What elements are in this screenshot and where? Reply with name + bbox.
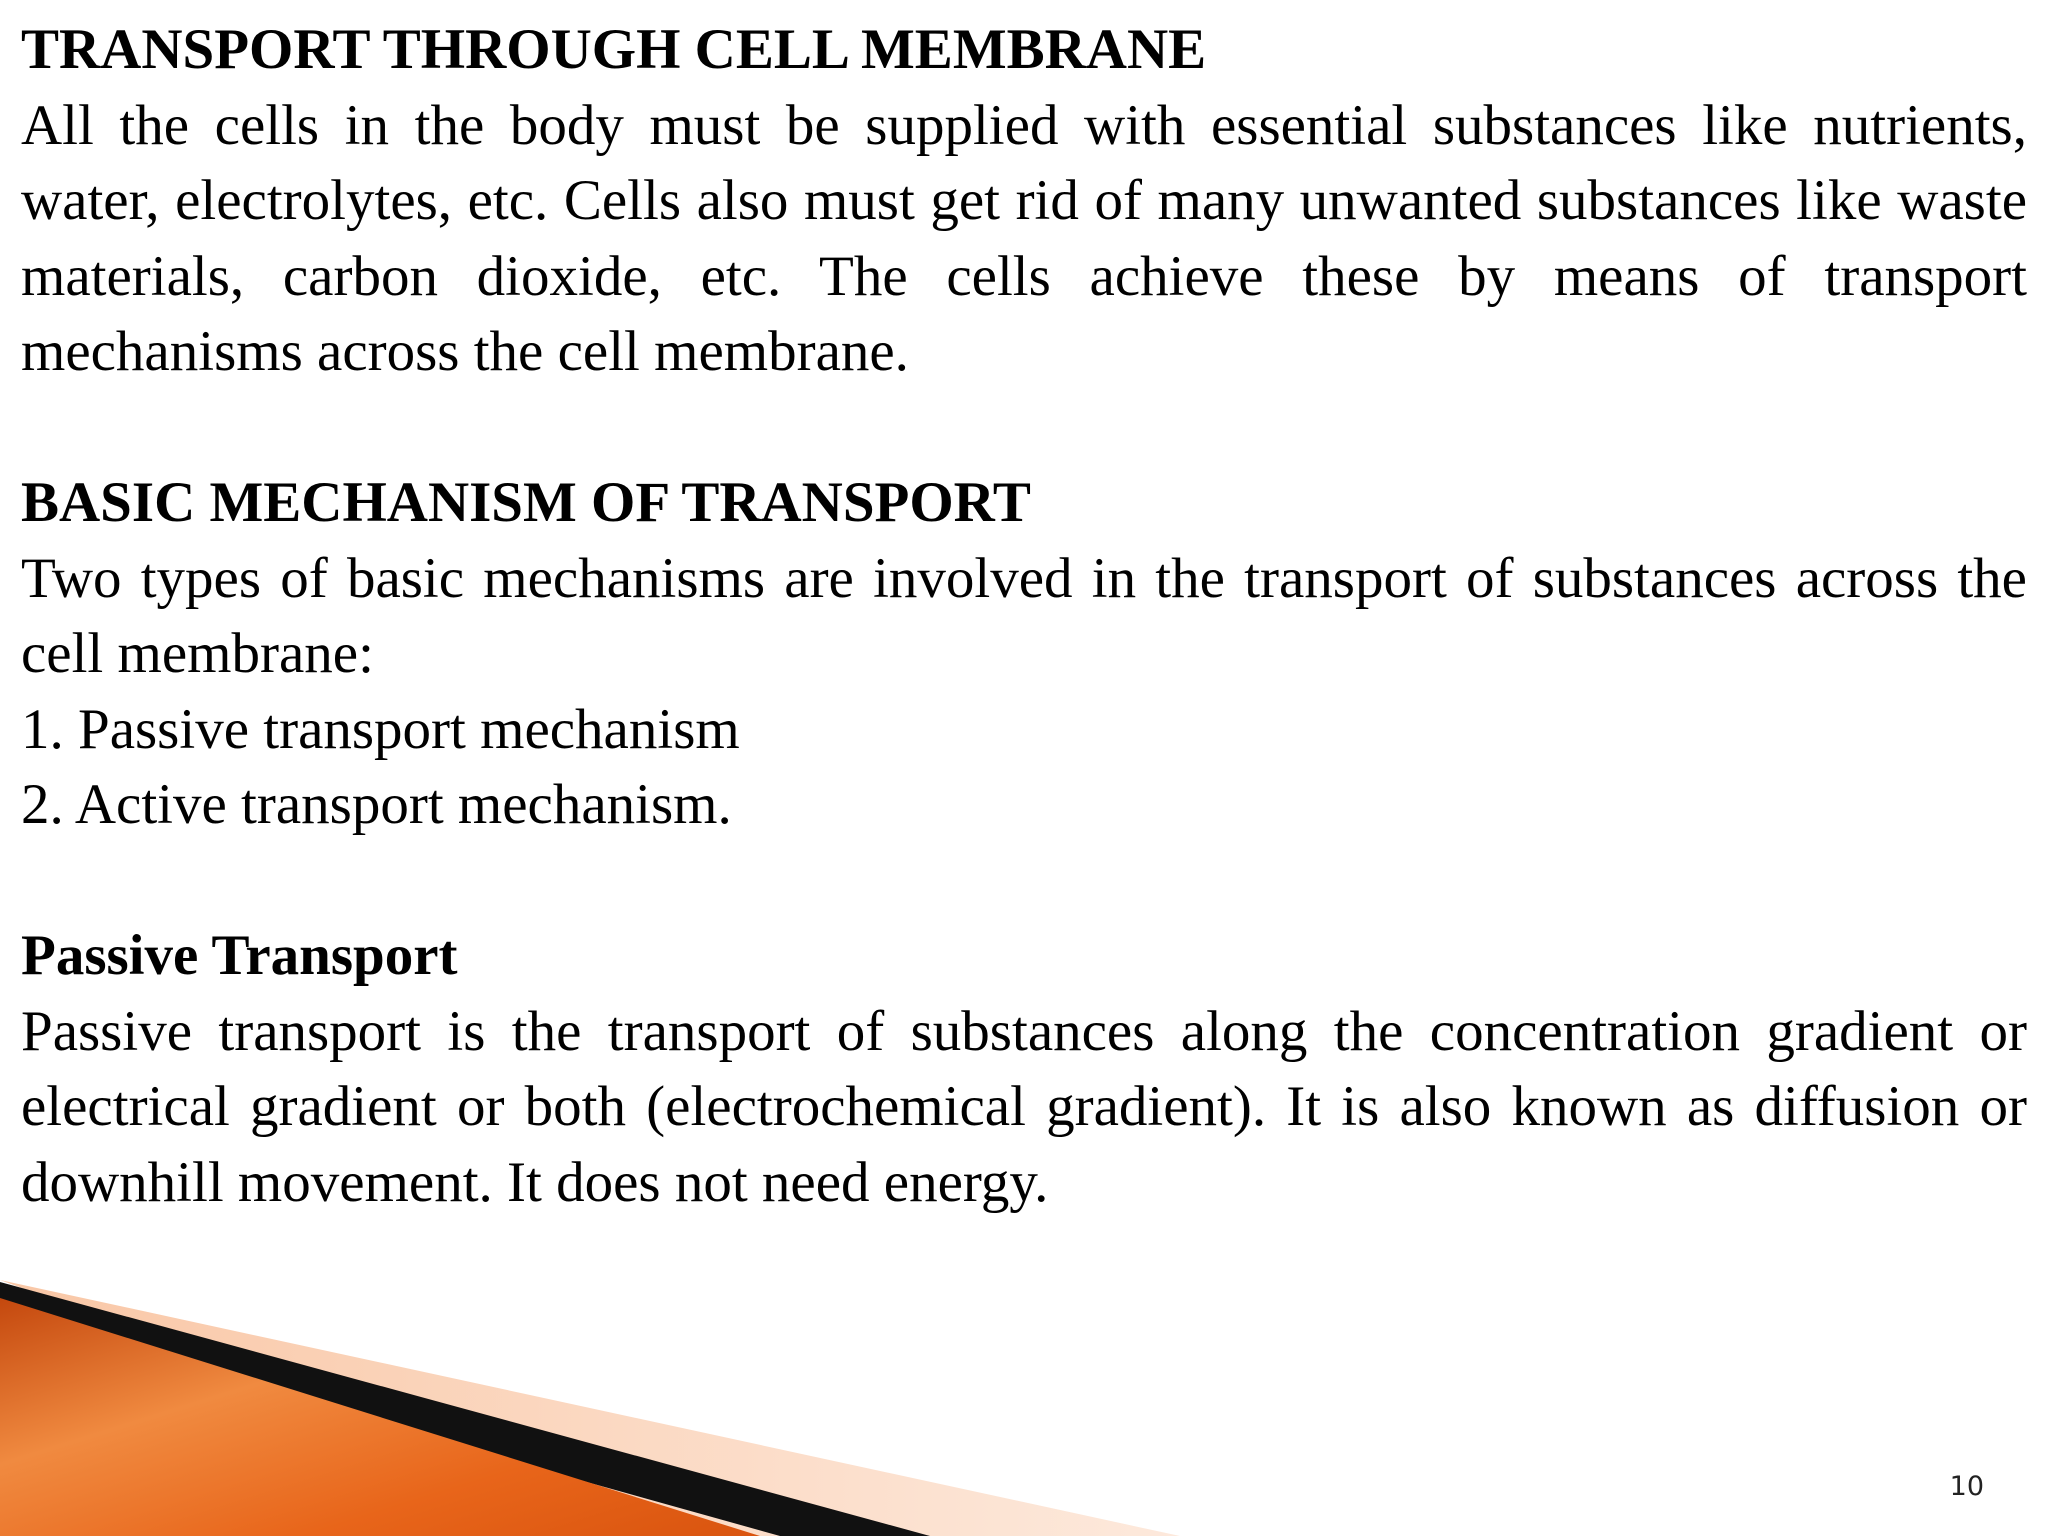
section-heading-passive-transport: Passive Transport bbox=[21, 924, 458, 987]
decorative-swoosh bbox=[0, 1280, 2048, 1536]
section-paragraph-basic-mechanism: Two types of basic mechanisms are involved in the transport of substances across the cell membrane: bbox=[21, 546, 2027, 685]
slide-content bbox=[21, 12, 2027, 1220]
mechanism-list bbox=[21, 692, 2027, 843]
list-item: 2. Active transport mechanism. bbox=[21, 773, 732, 836]
slide-number: 10 bbox=[1949, 1471, 1984, 1502]
list-item: 1. Passive transport mechanism bbox=[21, 697, 740, 761]
spacer bbox=[21, 843, 2027, 919]
section-heading-transport: TRANSPORT THROUGH CELL MEMBRANE bbox=[21, 18, 1207, 81]
section-paragraph-passive-transport: Passive transport is the transport of substances along the concentration gradient or electrical gradient or both (electrochemical gradient). It is also known as diffusion or downhill movement. It does not need energy. bbox=[21, 999, 2027, 1214]
section-paragraph-transport: All the cells in the body must be supplied with essential substances like nutrients, water, electrolytes, etc. Cells also must get rid of many unwanted substances like waste materials, carbon dioxide, etc. The cells achieve these by means of transport mechanisms across the cell membrane. bbox=[21, 93, 2027, 383]
spacer bbox=[21, 390, 2027, 466]
section-heading-basic-mechanism: BASIC MECHANISM OF TRANSPORT bbox=[21, 471, 1031, 534]
